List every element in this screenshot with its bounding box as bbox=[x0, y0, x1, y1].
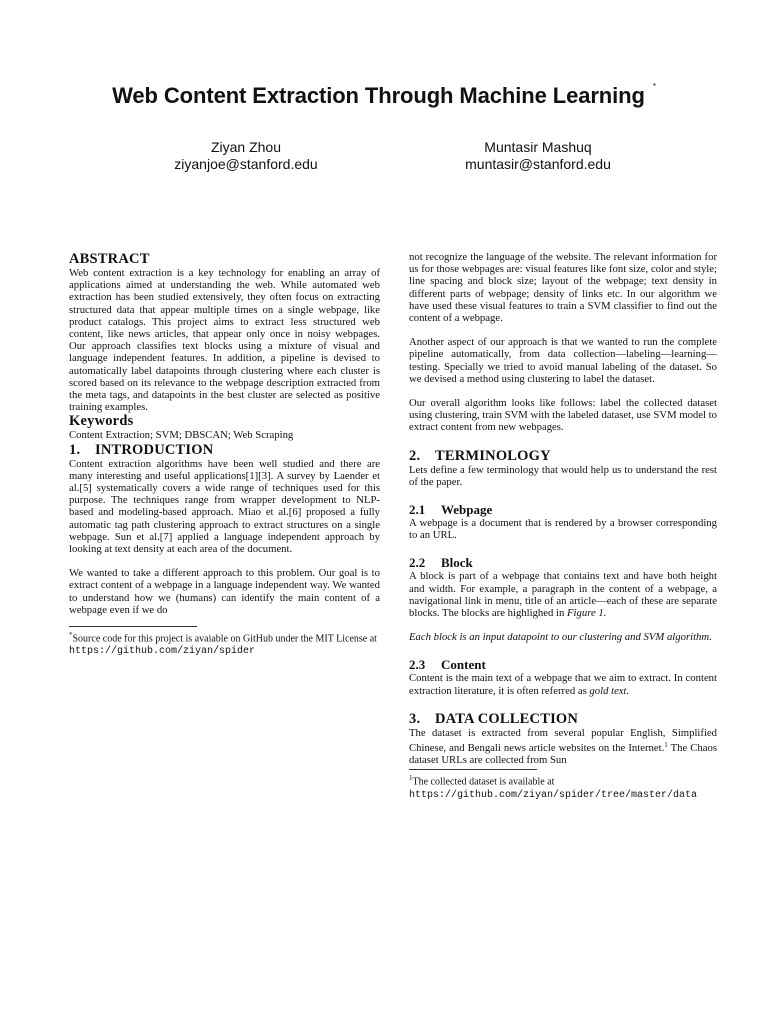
dataset-link[interactable]: https://github.com/ziyan/spider/tree/master/data bbox=[409, 789, 698, 801]
content-text bbox=[409, 672, 717, 696]
terminology-heading bbox=[409, 448, 717, 464]
block-italic-note bbox=[409, 631, 717, 643]
section-title: INTRODUCTION bbox=[95, 441, 214, 458]
block-subheading bbox=[409, 555, 717, 570]
subsection-title: Block bbox=[441, 555, 473, 571]
section-number: 2. bbox=[409, 447, 421, 464]
author-1-email: ziyanjoe@stanford.edu bbox=[174, 156, 318, 172]
intro-paragraph-3: Another aspect of our approach is that we wanted to run the complete pipeline automatically, from data collection—labeling—learning—testing. Specially we tried to avoid manual labeling of the dataset. So we devised a method using clustering to label the dataset. bbox=[409, 336, 717, 385]
footnote-mark: * bbox=[69, 631, 73, 640]
author-2 bbox=[388, 139, 688, 173]
keywords-text: Content Extraction; SVM; DBSCAN; Web Scraping bbox=[69, 429, 294, 442]
content-subheading bbox=[409, 657, 717, 672]
footnote-mark: 1 bbox=[409, 774, 413, 783]
subsection-title: Content bbox=[441, 657, 486, 673]
paper-title bbox=[0, 82, 768, 109]
footnote-text: Source code for this project is avaiable on GitHub under the MIT License at bbox=[72, 633, 377, 645]
terminology-text: Lets define a few terminology that would help us to understand the rest of the paper. bbox=[409, 463, 717, 488]
block-text bbox=[409, 570, 717, 619]
footnote-mark: 1 bbox=[664, 741, 668, 750]
block-note-text: Each block is an input datapoint to our clustering and SVM algorithm. bbox=[409, 631, 712, 644]
abstract-heading: ABSTRACT bbox=[69, 251, 150, 267]
subsection-number: 2.2 bbox=[409, 555, 426, 571]
abstract-text: Web content extraction is a key technology for enabling an array of applications aimed at understanding the web. While automated web extraction has been studied extensively, they often focus on extracting structured data that appear multiple times on a single webpage, like product catalogs. This project aims to extract less structured web content, like news articles, that appear only once in noisy webpages. Our approach classifies text blocks using a mixture of visual and language independent features. In addition, a pipeline is devised to automatically label datapoints through clustering where each cluster is scored based on its relevance to the webpage description extracted from the meta tags, and datapoints in the best cluster are selected as positive training examples. bbox=[69, 267, 380, 414]
footnote-rule bbox=[409, 769, 537, 770]
section-title: TERMINOLOGY bbox=[435, 447, 551, 464]
right-column bbox=[409, 251, 717, 801]
author-2-email: muntasir@stanford.edu bbox=[465, 156, 611, 172]
subsection-number: 2.1 bbox=[409, 502, 426, 518]
author-1-name: Ziyan Zhou bbox=[210, 139, 282, 155]
keywords-heading: Keywords bbox=[69, 413, 134, 430]
subsection-number: 2.3 bbox=[409, 657, 426, 673]
section-number: 3. bbox=[409, 710, 421, 727]
block-text-body: A block is part of a webpage that contains text and have both height and width. For example, a paragraph in the content of a webpage, a navigational link in menu, title of an article—each of these are separate blocks. The blocks are highlighed in bbox=[409, 570, 717, 620]
data-collection-continued: The Chaos dataset URLs are collected from Sun bbox=[409, 742, 717, 767]
intro-paragraph-2: We wanted to take a different approach to this problem. Our goal is to extract content of a webpage in a language independent way. We wanted to understand how we (humans) can identify the main content of a webpage even if we do bbox=[69, 567, 380, 616]
data-collection-body: The dataset is extracted from several popular English, Simplified Chinese, and Bengali news article websites on the Internet. bbox=[409, 726, 717, 755]
footnote-rule bbox=[69, 626, 197, 627]
figure-reference: Figure 1. bbox=[567, 607, 607, 620]
footnote-1 bbox=[409, 773, 717, 801]
gold-text-term: gold text. bbox=[589, 684, 630, 697]
intro-paragraph-4: Our overall algorithm looks like follows: label the collected dataset using clustering, train SVM with the labeled dataset, use SVM model to extract content from new webpages. bbox=[409, 397, 717, 434]
github-link[interactable]: https://github.com/ziyan/spider bbox=[69, 646, 256, 658]
left-column bbox=[69, 251, 380, 658]
intro-paragraph-2-continued: not recognize the language of the website. The relevant information for us for those webpages are: visual features like font size, color and style; line spacing and block size; layout of the webpage; text density in different parts of webpage; density of links etc. In our algorithm we have used these visual features to train a SVM classifier to find out the content of a webpage. bbox=[409, 251, 717, 325]
section-title: DATA COLLECTION bbox=[435, 710, 579, 727]
webpage-subheading bbox=[409, 502, 717, 517]
title-footnote-mark: * bbox=[652, 82, 656, 91]
introduction-heading bbox=[69, 442, 380, 458]
section-number: 1. bbox=[69, 441, 81, 458]
data-collection-heading bbox=[409, 711, 717, 727]
content-text-body: Content is the main text of a webpage that we aim to extract. In content extraction literature, it is often referred as bbox=[409, 672, 717, 697]
title-text: Web Content Extraction Through Machine Learning bbox=[112, 83, 645, 108]
webpage-text: A webpage is a document that is rendered by a browser corresponding to an URL. bbox=[409, 517, 717, 542]
subsection-title: Webpage bbox=[441, 502, 493, 518]
footnote-star bbox=[69, 630, 380, 658]
author-1 bbox=[96, 139, 396, 173]
footnote-text: The collected dataset is available at bbox=[412, 776, 555, 788]
data-collection-text bbox=[409, 727, 717, 767]
intro-paragraph-1: Content extraction algorithms have been well studied and there are many interesting and useful applications[1][3]. A survey by Laender et al.[5] systematically covers a wide range of techniques used for this purpose. The techniques range from wrapper development to NLP-based and modeling-based approach. Miao et al.[6] proposed a fully automatic tag path clustering approach to extract structures on a single webpage. Sun et al.[7] applied a language independent approach by looking at text density at each area of the document. bbox=[69, 457, 380, 556]
author-2-name: Muntasir Mashuq bbox=[484, 139, 592, 155]
